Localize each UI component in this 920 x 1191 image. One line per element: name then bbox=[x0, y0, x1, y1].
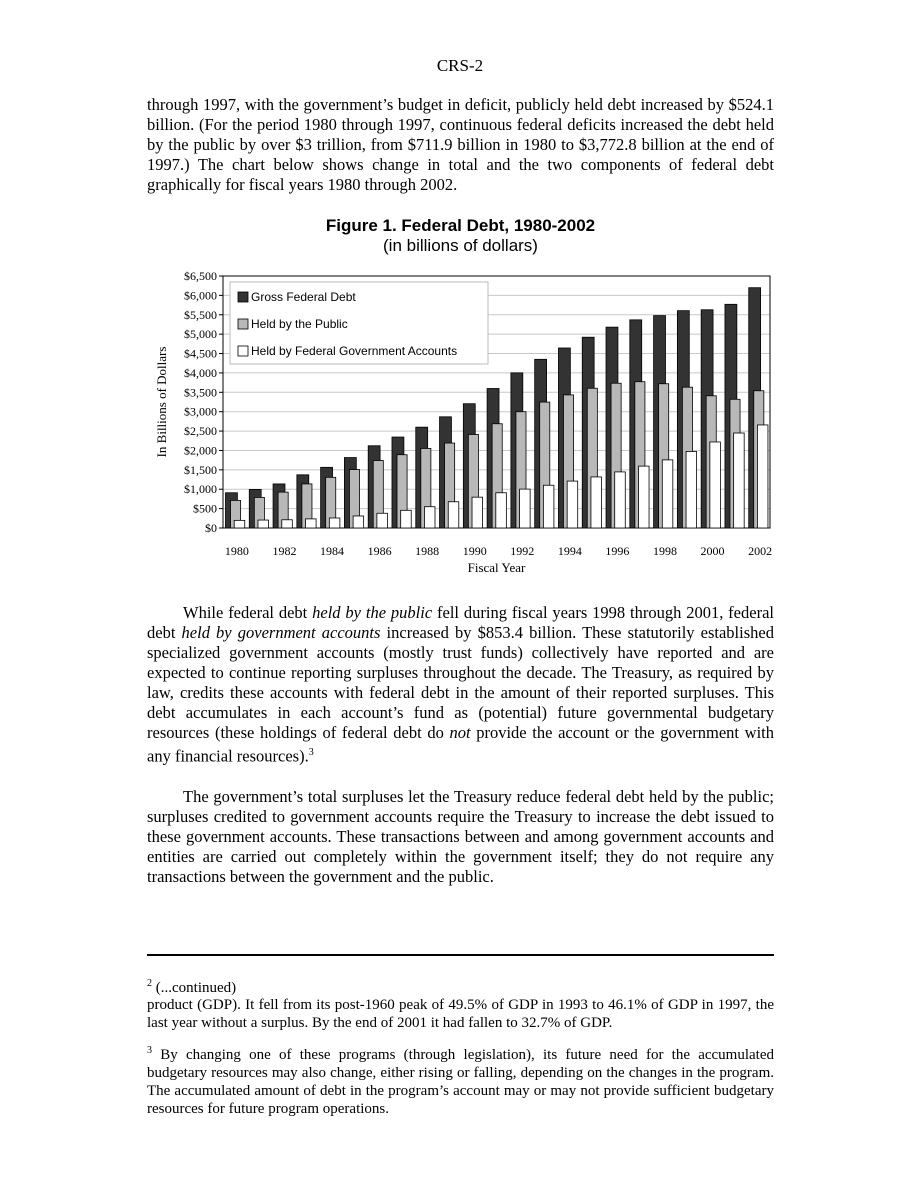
x-tick-label: 2002 bbox=[748, 544, 773, 558]
y-tick-label: $3,000 bbox=[184, 404, 217, 419]
legend-swatch bbox=[238, 292, 248, 302]
footnote-2-continued bbox=[147, 975, 774, 997]
y-tick-label: $6,500 bbox=[184, 269, 217, 283]
footnote-3-marker: 3 bbox=[147, 1045, 152, 1056]
legend-label: Gross Federal Debt bbox=[251, 290, 356, 304]
p2-emphasis-not: not bbox=[449, 723, 471, 742]
footnote-3-text: By changing one of these programs (through legislation), its future need for the accumulated budgetary resources may also change, either rising or falling, depending on the changes in the program. The accumulated amount of debt in the program’s account may or may not provide sufficient budgetary resources for future program operations. bbox=[147, 1047, 774, 1117]
intro-paragraph: through 1997, with the government’s budget in deficit, publicly held debt increased by $524.1 billion. (For the period 1980 through 1997, continuous federal deficits increased the debt held by the public by over $3 trillion, from $711.9 billion in 1980 to $3,772.8 billion at the end of 1997.) The chart below shows change in total and the two components of federal debt graphically for fiscal years 1980 through 2002. bbox=[147, 95, 774, 194]
y-tick-label: $5,000 bbox=[184, 327, 217, 342]
y-tick-label: $6,000 bbox=[184, 288, 217, 303]
bar-held-by-government-accounts bbox=[353, 516, 364, 528]
bar-held-by-government-accounts bbox=[567, 481, 578, 528]
bar-held-by-government-accounts bbox=[734, 433, 745, 528]
y-tick-label: $1,500 bbox=[184, 462, 217, 477]
footnote-2-text: product (GDP). It fell from its post-1960 peak of 49.5% of GDP in 1993 to 46.1% of GDP in 1997, the last year without a surplus. By the end of 2001 it had fallen to 32.7% of GDP. bbox=[147, 997, 774, 1031]
bar-held-by-government-accounts bbox=[496, 493, 507, 528]
y-tick-label: $4,000 bbox=[184, 365, 217, 380]
footnote-ref-3: 3 bbox=[308, 747, 314, 758]
bar-held-by-government-accounts bbox=[615, 472, 626, 528]
x-tick-label: 1990 bbox=[462, 544, 487, 558]
y-tick-label: $2,000 bbox=[184, 443, 217, 458]
x-tick-label: 1998 bbox=[652, 544, 677, 558]
x-tick-label: 1994 bbox=[557, 544, 582, 558]
p2-emphasis-accounts: held by government accounts bbox=[181, 623, 381, 642]
legend-swatch bbox=[238, 346, 248, 356]
legend-label: Held by Federal Government Accounts bbox=[251, 344, 458, 358]
figure-subtitle: (in billions of dollars) bbox=[383, 236, 538, 255]
bar-held-by-government-accounts bbox=[448, 502, 459, 528]
legend-swatch bbox=[238, 319, 248, 329]
bar-held-by-government-accounts bbox=[710, 442, 721, 528]
figure-title: Figure 1. Federal Debt, 1980-2002 bbox=[325, 216, 596, 235]
bar-held-by-government-accounts bbox=[234, 520, 245, 528]
x-tick-labels bbox=[225, 544, 772, 558]
y-tick-labels bbox=[184, 269, 223, 535]
bar-held-by-government-accounts bbox=[662, 460, 673, 528]
p2-text-1: While federal debt bbox=[183, 603, 313, 622]
x-tick-label: 2000 bbox=[700, 544, 725, 558]
bar-held-by-government-accounts bbox=[377, 513, 388, 528]
bar-held-by-government-accounts bbox=[329, 518, 340, 528]
page-header: CRS-2 bbox=[436, 56, 484, 75]
footnote-2-cont-label: (...continued) bbox=[152, 980, 237, 996]
bar-held-by-government-accounts bbox=[639, 466, 650, 528]
footnote-3 bbox=[147, 1042, 774, 1118]
bar-held-by-government-accounts bbox=[543, 485, 554, 528]
footnote-2-marker: 2 bbox=[147, 978, 152, 989]
federal-debt-chart bbox=[150, 262, 790, 580]
bar-held-by-government-accounts bbox=[757, 425, 768, 528]
legend-label: Held by the Public bbox=[251, 317, 348, 331]
x-tick-label: 1996 bbox=[605, 544, 630, 558]
bar-held-by-government-accounts bbox=[520, 489, 531, 528]
x-axis-label: Fiscal Year bbox=[467, 560, 526, 575]
y-tick-label: $500 bbox=[193, 501, 217, 516]
surplus-paragraph: The government’s total surpluses let the Treasury reduce federal debt held by the public; surpluses credited to government accounts require the Treasury to increase the debt issued to these government accounts. These transactions between and among government accounts and entities are carried out completely within the government itself; they do not require any transactions between the government and the public. bbox=[147, 787, 774, 886]
bar-held-by-government-accounts bbox=[258, 520, 269, 528]
p2-text-4: provide the account or the government with any financial resources). bbox=[147, 723, 774, 766]
p2-text-3: increased by $853.4 billion. These statutorily established specialized government accounts (mostly trust funds) collectively have reported and are expected to continue reporting surpluses throughout the decade. The Treasury, as required by law, credits these accounts with federal debt in the amount of their reported surpluses. This debt accumulates in each account’s fund as (potential) future governmental budgetary resources (these holdings of federal debt do bbox=[147, 623, 774, 742]
bar-held-by-government-accounts bbox=[282, 520, 293, 528]
bar-held-by-government-accounts bbox=[591, 477, 602, 528]
y-tick-label: $5,500 bbox=[184, 307, 217, 322]
y-tick-label: $2,500 bbox=[184, 424, 217, 439]
bar-held-by-government-accounts bbox=[306, 519, 317, 528]
y-tick-label: $1,000 bbox=[184, 482, 217, 497]
bar-held-by-government-accounts bbox=[424, 507, 435, 528]
bar-held-by-government-accounts bbox=[401, 510, 412, 528]
x-tick-label: 1992 bbox=[510, 544, 535, 558]
y-tick-label: $4,500 bbox=[184, 346, 217, 361]
y-tick-label: $3,500 bbox=[184, 385, 217, 400]
bar-held-by-government-accounts bbox=[686, 451, 697, 528]
y-tick-label: $0 bbox=[205, 521, 217, 535]
x-tick-label: 1984 bbox=[320, 544, 345, 558]
footnote-divider bbox=[147, 954, 774, 956]
x-tick-label: 1982 bbox=[272, 544, 297, 558]
x-tick-label: 1980 bbox=[224, 544, 249, 558]
x-tick-label: 1986 bbox=[367, 544, 392, 558]
p2-text-2: fell during fiscal years 1998 through 2001, federal debt bbox=[147, 603, 774, 642]
x-tick-label: 1988 bbox=[415, 544, 440, 558]
y-axis-label: In Billions of Dollars bbox=[154, 346, 169, 458]
legend bbox=[230, 282, 488, 364]
bar-held-by-government-accounts bbox=[472, 497, 483, 528]
p2-emphasis-public: held by the public bbox=[312, 603, 433, 622]
held-by-public-paragraph bbox=[147, 603, 774, 767]
